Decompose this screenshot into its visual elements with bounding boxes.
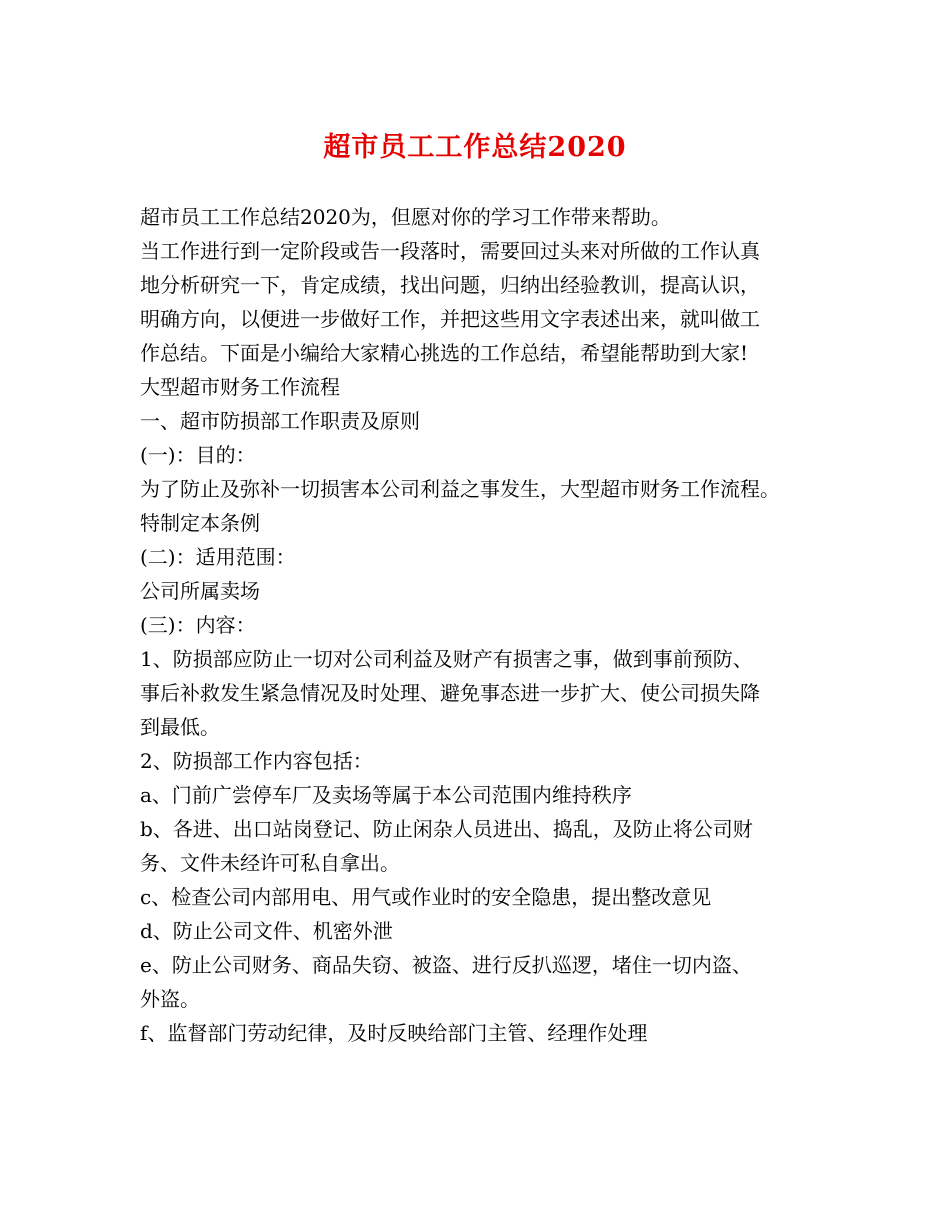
list-item: 务、文件未经许可私自拿出。 — [140, 851, 400, 875]
body-line: 1、防损部应防止一切对公司利益及财产有损害之事，做到事前预防、 — [140, 647, 753, 671]
list-item: a、门前广尝停车厂及卖场等属于本公司范围内维持秩序 — [140, 783, 632, 807]
list-item: d、防止公司文件、机密外泄 — [140, 919, 393, 943]
section-heading: 一、超市防损部工作职责及原则 — [140, 409, 420, 433]
list-item: 外盗。 — [140, 987, 200, 1011]
body-line: 为了防止及弥补一切损害本公司利益之事发生，大型超市财务工作流程。 — [140, 477, 780, 501]
subsection-heading: (二)：适用范围： — [140, 545, 296, 569]
body-line: 明确方向，以便进一步做好工作，并把这些用文字表述出来，就叫做工 — [140, 307, 760, 331]
body-line: 特制定本条例 — [140, 511, 260, 535]
body-line: 地分析研究一下，肯定成绩，找出问题，归纳出经验教训，提高认识， — [140, 273, 760, 297]
body-line: 当工作进行到一定阶段或告一段落时，需要回过头来对所做的工作认真 — [140, 239, 760, 263]
list-item: f、监督部门劳动纪律，及时反映给部门主管、经理作处理 — [140, 1021, 648, 1045]
list-item: c、检查公司内部用电、用气或作业时的安全隐患，提出整改意见 — [140, 885, 712, 909]
body-line: 事后补救发生紧急情况及时处理、避免事态进一步扩大、使公司损失降 — [140, 681, 760, 705]
subsection-heading: (三)：内容： — [140, 613, 256, 637]
section-heading: 大型超市财务工作流程 — [140, 375, 340, 399]
subsection-heading: (一)：目的： — [140, 443, 256, 467]
list-item: e、防止公司财务、商品失窃、被盗、进行反扒巡逻，堵住一切内盗、 — [140, 953, 752, 977]
document-title: 超市员工工作总结2020 — [323, 132, 627, 163]
document-body — [140, 200, 830, 1050]
list-item: 2、防损部工作内容包括： — [140, 749, 373, 773]
body-line: 到最低。 — [140, 715, 220, 739]
list-item: b、各进、出口站岗登记、防止闲杂人员进出、捣乱，及防止将公司财 — [140, 817, 753, 841]
body-line: 公司所属卖场 — [140, 579, 260, 603]
body-line: 超市员工工作总结2020为，但愿对你的学习工作带来帮助。 — [140, 205, 671, 229]
body-line: 作总结。下面是小编给大家精心挑选的工作总结，希望能帮助到大家! — [140, 341, 749, 365]
